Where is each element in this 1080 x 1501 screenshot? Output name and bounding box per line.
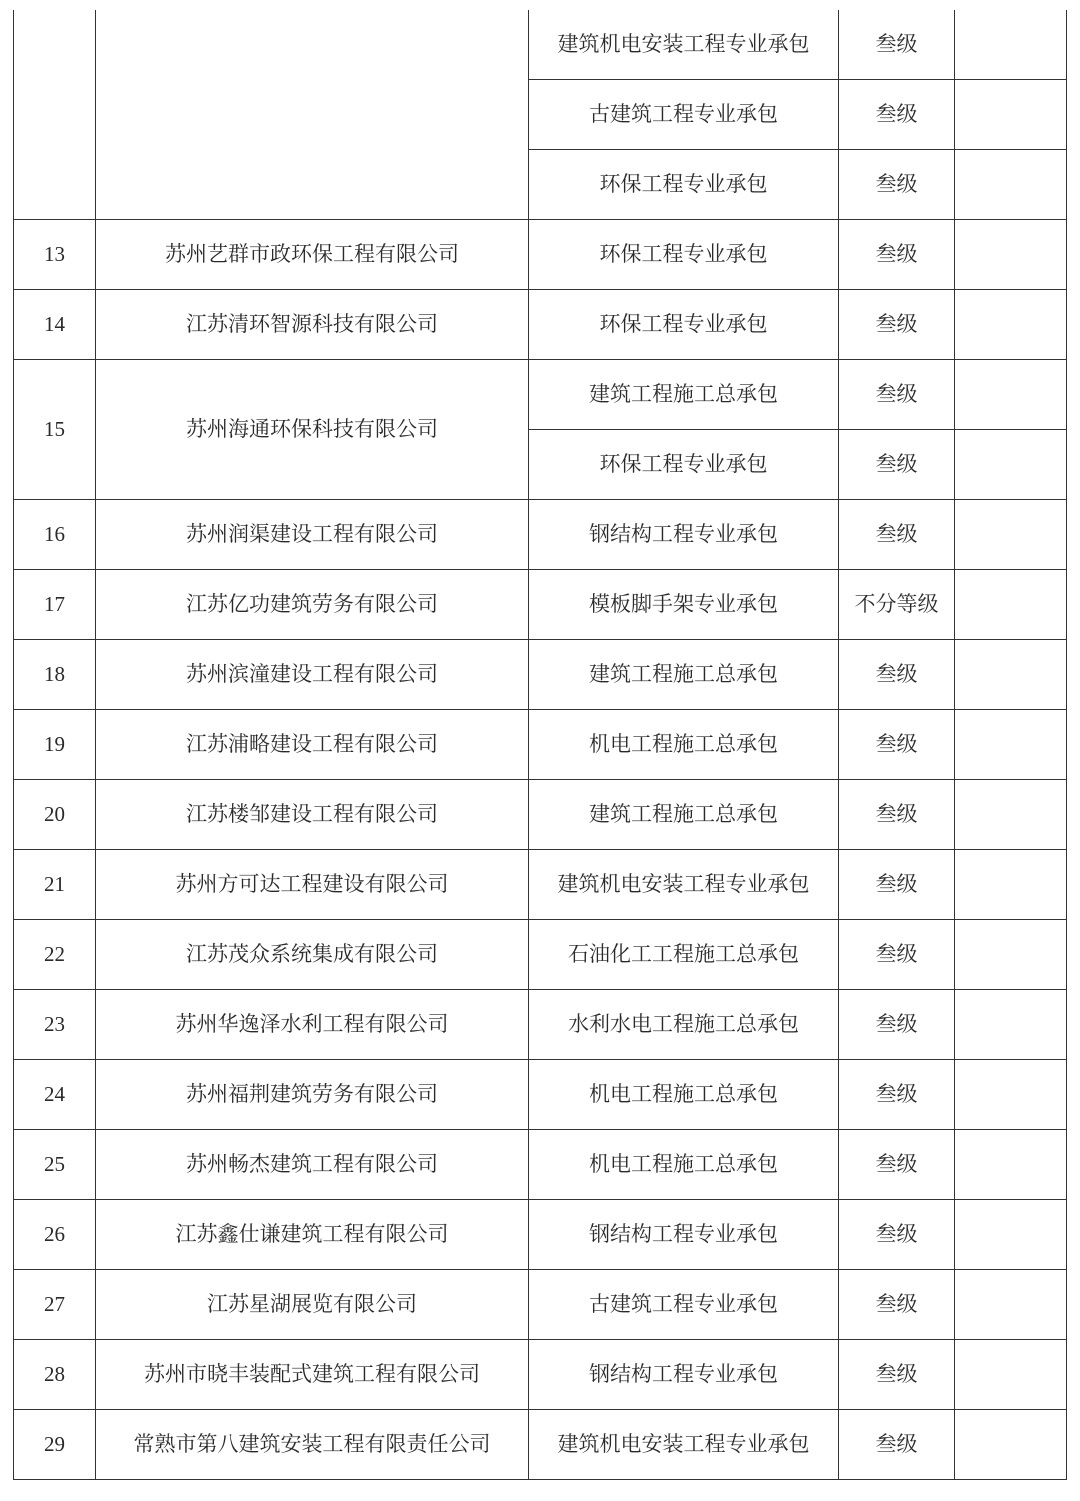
level-cell: 叁级 — [839, 1200, 955, 1270]
note-cell — [955, 990, 1067, 1060]
company-name-cell: 常熟市第八建筑安装工程有限责任公司 — [96, 1410, 529, 1480]
note-cell — [955, 640, 1067, 710]
note-cell — [955, 1130, 1067, 1200]
row-number-cell: 14 — [14, 290, 96, 360]
note-cell — [955, 1340, 1067, 1410]
level-cell: 叁级 — [839, 150, 955, 220]
row-number-cell: 26 — [14, 1200, 96, 1270]
level-cell: 叁级 — [839, 1340, 955, 1410]
qualification-cell: 古建筑工程专业承包 — [529, 80, 839, 150]
table-row — [14, 1270, 1067, 1340]
table-row — [14, 780, 1067, 850]
level-cell: 叁级 — [839, 80, 955, 150]
row-number-cell: 19 — [14, 710, 96, 780]
table-row — [14, 640, 1067, 710]
level-cell: 叁级 — [839, 10, 955, 80]
level-cell: 叁级 — [839, 220, 955, 290]
qualification-cell: 环保工程专业承包 — [529, 430, 839, 500]
qualification-table — [13, 10, 1067, 1480]
qualification-cell: 建筑工程施工总承包 — [529, 360, 839, 430]
qualification-cell: 建筑机电安装工程专业承包 — [529, 1410, 839, 1480]
level-cell: 叁级 — [839, 710, 955, 780]
company-name-cell: 苏州海通环保科技有限公司 — [96, 360, 529, 500]
note-cell — [955, 850, 1067, 920]
table-body — [14, 10, 1067, 1480]
table-row — [14, 10, 1067, 80]
note-cell — [955, 150, 1067, 220]
table-row — [14, 1410, 1067, 1480]
table-row — [14, 220, 1067, 290]
level-cell: 叁级 — [839, 780, 955, 850]
row-number-cell: 21 — [14, 850, 96, 920]
qualification-cell: 建筑机电安装工程专业承包 — [529, 850, 839, 920]
level-cell: 叁级 — [839, 640, 955, 710]
note-cell — [955, 10, 1067, 80]
company-name-cell — [96, 10, 529, 220]
level-cell: 叁级 — [839, 850, 955, 920]
note-cell — [955, 1060, 1067, 1130]
qualification-cell: 石油化工工程施工总承包 — [529, 920, 839, 990]
row-number-cell: 16 — [14, 500, 96, 570]
note-cell — [955, 920, 1067, 990]
row-number-cell: 23 — [14, 990, 96, 1060]
qualification-cell: 建筑工程施工总承包 — [529, 780, 839, 850]
note-cell — [955, 220, 1067, 290]
qualification-cell: 水利水电工程施工总承包 — [529, 990, 839, 1060]
level-cell: 叁级 — [839, 1410, 955, 1480]
row-number-cell — [14, 10, 96, 220]
qualification-cell: 建筑机电安装工程专业承包 — [529, 10, 839, 80]
row-number-cell: 29 — [14, 1410, 96, 1480]
company-name-cell: 苏州福荆建筑劳务有限公司 — [96, 1060, 529, 1130]
qualification-cell: 环保工程专业承包 — [529, 290, 839, 360]
company-name-cell: 苏州方可达工程建设有限公司 — [96, 850, 529, 920]
level-cell: 叁级 — [839, 1130, 955, 1200]
note-cell — [955, 1200, 1067, 1270]
table-row — [14, 1200, 1067, 1270]
table-row — [14, 1130, 1067, 1200]
company-name-cell: 江苏星湖展览有限公司 — [96, 1270, 529, 1340]
company-name-cell: 苏州滨潼建设工程有限公司 — [96, 640, 529, 710]
company-name-cell: 苏州华逸泽水利工程有限公司 — [96, 990, 529, 1060]
table-row — [14, 1340, 1067, 1410]
company-name-cell: 苏州畅杰建筑工程有限公司 — [96, 1130, 529, 1200]
qualification-cell: 环保工程专业承包 — [529, 150, 839, 220]
table-row — [14, 500, 1067, 570]
level-cell: 叁级 — [839, 360, 955, 430]
note-cell — [955, 1410, 1067, 1480]
company-name-cell: 江苏茂众系统集成有限公司 — [96, 920, 529, 990]
qualification-cell: 机电工程施工总承包 — [529, 710, 839, 780]
company-name-cell: 江苏亿功建筑劳务有限公司 — [96, 570, 529, 640]
company-name-cell: 苏州艺群市政环保工程有限公司 — [96, 220, 529, 290]
row-number-cell: 20 — [14, 780, 96, 850]
company-name-cell: 苏州市晓丰装配式建筑工程有限公司 — [96, 1340, 529, 1410]
table-row — [14, 570, 1067, 640]
row-number-cell: 25 — [14, 1130, 96, 1200]
note-cell — [955, 710, 1067, 780]
row-number-cell: 24 — [14, 1060, 96, 1130]
table-row — [14, 360, 1067, 430]
table-row — [14, 850, 1067, 920]
qualification-cell: 钢结构工程专业承包 — [529, 1200, 839, 1270]
note-cell — [955, 290, 1067, 360]
level-cell: 叁级 — [839, 1270, 955, 1340]
table-row — [14, 1060, 1067, 1130]
note-cell — [955, 360, 1067, 430]
qualification-cell: 模板脚手架专业承包 — [529, 570, 839, 640]
row-number-cell: 13 — [14, 220, 96, 290]
note-cell — [955, 500, 1067, 570]
note-cell — [955, 430, 1067, 500]
level-cell: 叁级 — [839, 430, 955, 500]
row-number-cell: 15 — [14, 360, 96, 500]
qualification-cell: 机电工程施工总承包 — [529, 1060, 839, 1130]
qualification-cell: 建筑工程施工总承包 — [529, 640, 839, 710]
note-cell — [955, 1270, 1067, 1340]
level-cell: 叁级 — [839, 500, 955, 570]
level-cell: 叁级 — [839, 1060, 955, 1130]
table-row — [14, 290, 1067, 360]
row-number-cell: 27 — [14, 1270, 96, 1340]
qualification-cell: 钢结构工程专业承包 — [529, 1340, 839, 1410]
company-name-cell: 江苏鑫仕谦建筑工程有限公司 — [96, 1200, 529, 1270]
qualification-cell: 钢结构工程专业承包 — [529, 500, 839, 570]
row-number-cell: 17 — [14, 570, 96, 640]
level-cell: 不分等级 — [839, 570, 955, 640]
row-number-cell: 28 — [14, 1340, 96, 1410]
note-cell — [955, 80, 1067, 150]
company-name-cell: 苏州润渠建设工程有限公司 — [96, 500, 529, 570]
level-cell: 叁级 — [839, 920, 955, 990]
company-name-cell: 江苏浦略建设工程有限公司 — [96, 710, 529, 780]
qualification-cell: 机电工程施工总承包 — [529, 1130, 839, 1200]
company-name-cell: 江苏楼邹建设工程有限公司 — [96, 780, 529, 850]
note-cell — [955, 570, 1067, 640]
level-cell: 叁级 — [839, 290, 955, 360]
note-cell — [955, 780, 1067, 850]
qualification-cell: 环保工程专业承包 — [529, 220, 839, 290]
row-number-cell: 18 — [14, 640, 96, 710]
table-row — [14, 710, 1067, 780]
row-number-cell: 22 — [14, 920, 96, 990]
company-name-cell: 江苏清环智源科技有限公司 — [96, 290, 529, 360]
qualification-cell: 古建筑工程专业承包 — [529, 1270, 839, 1340]
table-row — [14, 920, 1067, 990]
table-row — [14, 990, 1067, 1060]
level-cell: 叁级 — [839, 990, 955, 1060]
